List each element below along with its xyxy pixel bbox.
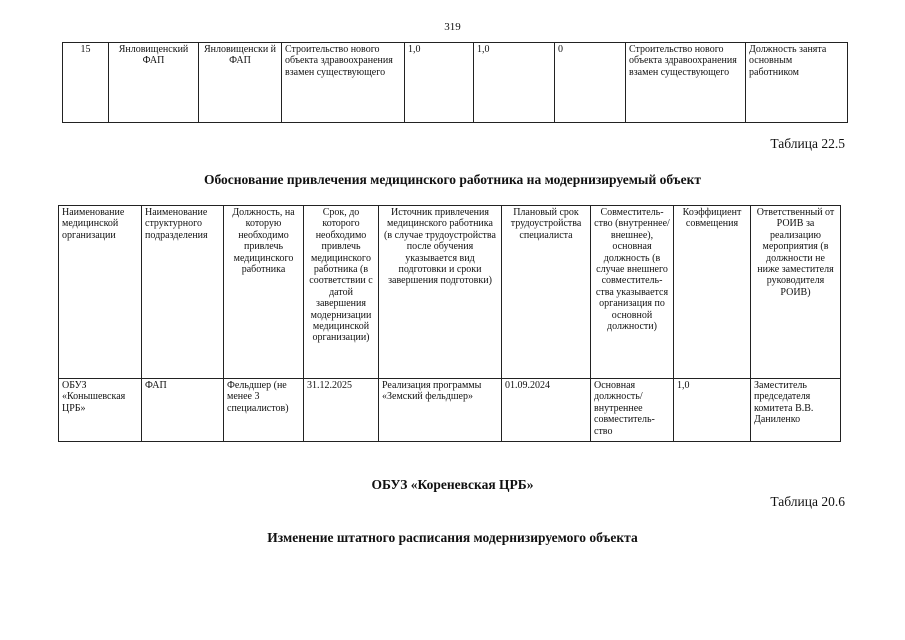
section-heading: Изменение штатного расписания модернизируемого объекта (267, 530, 638, 545)
column-header: Совместитель-ство (внутреннее/ внешнее), основная должность (в случае внешнего совместитель-ства указывается организация по основной должности) (591, 206, 674, 379)
section-heading: Обоснование привлечения медицинского работника на модернизируемый объект (203, 172, 702, 187)
cell-deadline: 31.12.2025 (304, 379, 379, 442)
column-header: Источник привлечения медицинского работника (в случае трудоустройства после обучения указывается вид подготовки и сроки завершения подготовки) (379, 206, 502, 379)
cell-value-1: 1,0 (405, 43, 474, 123)
organization-heading: ОБУЗ «Кореневская ЦРБ» (371, 477, 534, 492)
column-header: Ответственный от РОИВ за реализацию мероприятия (в должности не ниже заместителя руководителя РОИВ) (751, 206, 841, 379)
cell-source: Реализация программы «Земский фельдшер» (379, 379, 502, 442)
cell-value-2: 1,0 (474, 43, 555, 123)
table-row (59, 379, 841, 442)
cell-reason: Строительство нового объекта здравоохранения взамен существующего (282, 43, 405, 123)
cell-combination: Основная должность/ внутреннее совместитель-ство (591, 379, 674, 442)
cell-position: Фельдшер (не менее 3 специалистов) (224, 379, 304, 442)
cell-number: 15 (63, 43, 109, 123)
column-header: Наименование структурного подразделения (142, 206, 224, 379)
cell-reason-2: Строительство нового объекта здравоохранения взамен существующего (626, 43, 746, 123)
column-header: Срок, до которого необходимо привлечь медицинскогo работника (в соответствии с датой завершения модернизации медицинской организации) (304, 206, 379, 379)
cell-value-3: 0 (555, 43, 626, 123)
column-header: Коэффициент совмещения (674, 206, 751, 379)
table-header-row (59, 206, 841, 379)
table-caption: Таблица 20.6 (770, 494, 845, 509)
cell-responsible: Заместитель председателя комитета В.В. Даниленко (751, 379, 841, 442)
cell-subdivision: ФАП (142, 379, 224, 442)
cell-organization: ОБУЗ «Конышевская ЦРБ» (59, 379, 142, 442)
table-caption: Таблица 22.5 (770, 136, 845, 151)
cell-subdivision: Янловищенски й ФАП (199, 43, 282, 123)
column-header: Плановый срок трудоустройства специалиста (502, 206, 591, 379)
column-header: Должность, на которую необходимо привлечь медицинского работника (224, 206, 304, 379)
cell-organization: Янловищенский ФАП (109, 43, 199, 123)
page-number: 319 (444, 21, 461, 33)
top-table (62, 42, 848, 123)
cell-note: Должность занята основным работником (746, 43, 848, 123)
column-header: Наименование медицинской организации (59, 206, 142, 379)
table-row (63, 43, 848, 123)
cell-planned-date: 01.09.2024 (502, 379, 591, 442)
cell-coefficient: 1,0 (674, 379, 751, 442)
justification-table (58, 205, 841, 442)
